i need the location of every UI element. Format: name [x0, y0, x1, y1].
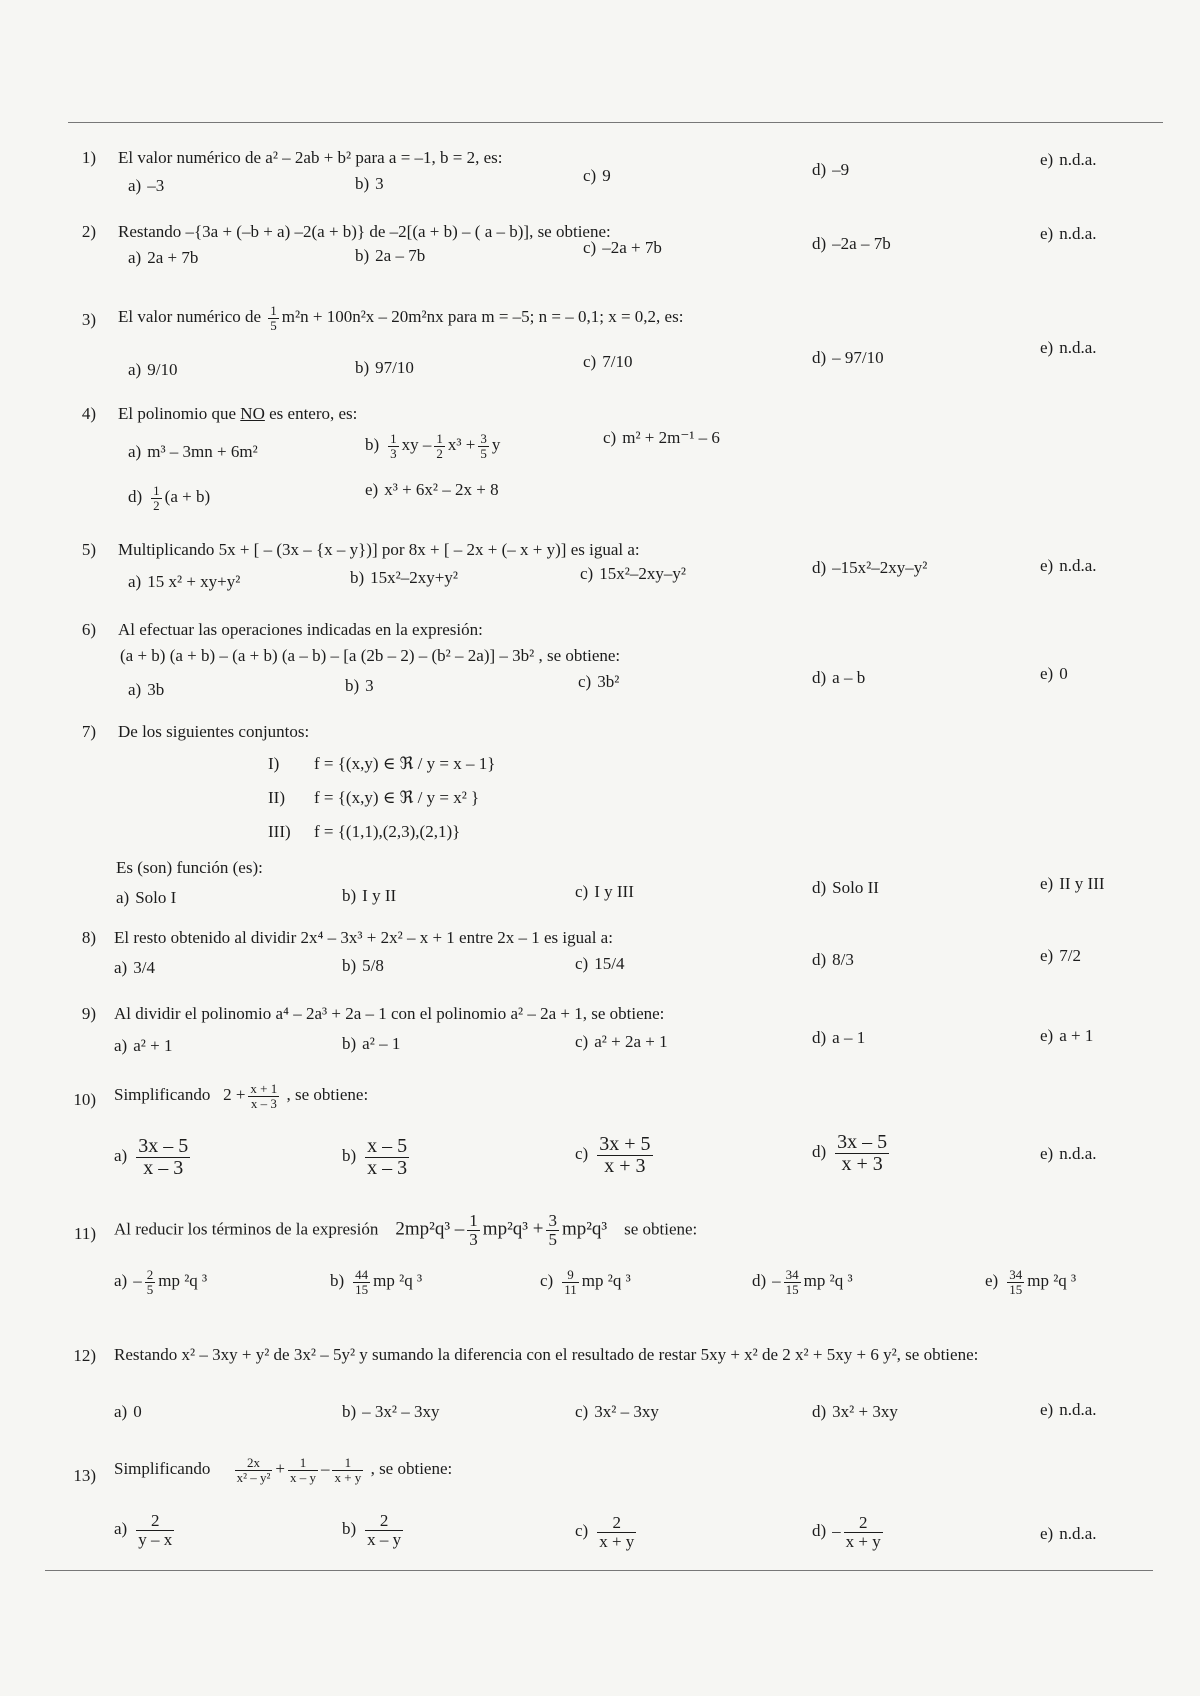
option-a: a) 3/4: [114, 958, 155, 977]
option-e: e) n.d.a.: [1040, 1524, 1097, 1543]
bottom-rule: [45, 1570, 1153, 1571]
set-3: III) f = {(1,1),(2,3),(2,1)}: [268, 822, 461, 841]
option-d: d) –2a – 7b: [812, 234, 891, 253]
question-number: 4): [81, 404, 96, 423]
option-a: a) 0: [114, 1402, 142, 1421]
option-b: b) I y II: [342, 886, 397, 905]
question-number: 13): [73, 1466, 96, 1485]
option-b: b) $\frac{1}{3}$ xy – $\frac{1}{2}$ x³ + $\frac{3}{5}$ y: [365, 431, 501, 461]
question-prompt: Al efectuar las operaciones indicadas en la expresión:: [118, 620, 483, 639]
option-e: e) n.d.a.: [1040, 224, 1097, 243]
question-prompt: El valor numérico de $\frac{1}{5}$ m²n + 100n²x – 20m²nx para m = –5; n = – 0,1; x = 0,2, es:: [118, 303, 684, 333]
option-b: b) 3: [355, 174, 384, 193]
option-d: d) 3x² + 3xy: [812, 1402, 898, 1421]
set-1: I) f = {(x,y) ∈ ℜ / y = x – 1}: [268, 754, 496, 773]
question-number: 6): [81, 620, 96, 639]
option-e: e) n.d.a.: [1040, 1400, 1097, 1419]
question-prompt: El polinomio que NO es entero, es:: [118, 404, 358, 423]
question-prompt: El valor numérico de a² – 2ab + b² para a = –1, b = 2, es:: [118, 148, 503, 167]
option-c: c) 7/10: [583, 352, 633, 371]
option-b: b) 15x²–2xy+y²: [350, 568, 458, 587]
option-d: d) a – 1: [812, 1028, 866, 1047]
option-a: a) a² + 1: [114, 1036, 173, 1055]
option-e: e) II y III: [1040, 874, 1105, 893]
option-e: e) a + 1: [1040, 1026, 1094, 1045]
question-prompt: Multiplicando 5x + [ – (3x – {x – y})] por 8x + [ – 2x + (– x + y)] es igual a:: [118, 540, 640, 559]
option-c: c) I y III: [575, 882, 634, 901]
option-e: e) x³ + 6x² – 2x + 8: [365, 480, 499, 499]
option-c: c) $\frac{2}{x + y}$: [575, 1513, 635, 1551]
option-a: a) 15 x² + xy+y²: [128, 572, 241, 591]
option-b: b) – 3x² – 3xy: [342, 1402, 440, 1421]
option-b: b) $\frac{x - 5}{x - 3}$: [342, 1135, 408, 1179]
option-b: b) 5/8: [342, 956, 384, 975]
set-2: II) f = {(x,y) ∈ ℜ / y = x² }: [268, 788, 480, 807]
question-prompt: Al reducir los términos de la expresión 2mp²q³ – $\frac{1}{3}$ mp²q³ + $\frac{3}{5}$ mp²q³ se obtiene:: [114, 1211, 698, 1249]
option-c: c) m² + 2m⁻¹ – 6: [603, 428, 720, 447]
option-d: d) – 97/10: [812, 348, 884, 367]
option-b: b) $\frac{44}{15}$ mp ²q ³: [330, 1267, 423, 1297]
option-e: e) 0: [1040, 664, 1068, 683]
option-c: c) a² + 2a + 1: [575, 1032, 668, 1051]
option-c: c) $\frac{9}{11}$ mp ²q ³: [540, 1267, 631, 1297]
option-c: c) 15/4: [575, 954, 625, 973]
option-d: d) – $\frac{2}{x + y}$: [812, 1513, 881, 1551]
fraction: $\frac{1}{5}$: [270, 303, 277, 333]
option-d: d) Solo II: [812, 878, 879, 897]
option-b: b) 3: [345, 676, 374, 695]
option-d: d) –15x²–2xy–y²: [812, 558, 928, 577]
question-prompt: El resto obtenido al dividir 2x⁴ – 3x³ + 2x² – x + 1 entre 2x – 1 es igual a:: [114, 928, 613, 947]
expression-line: (a + b) (a + b) – (a + b) (a – b) – [a (2b – 2) – (b² – 2a)] – 3b² , se obtiene:: [120, 646, 621, 665]
question-number: 10): [73, 1090, 96, 1109]
question-prompt: Al dividir el polinomio a⁴ – 2a³ + 2a – 1 con el polinomio a² – 2a + 1, se obtiene:: [114, 1004, 665, 1023]
option-d: d) –9: [812, 160, 850, 179]
option-a: a) 3b: [128, 680, 165, 699]
option-c: c) 9: [583, 166, 611, 185]
question-number: 3): [81, 310, 96, 329]
question-prompt: De los siguientes conjuntos:: [118, 722, 310, 741]
option-a: a) m³ – 3mn + 6m²: [128, 442, 258, 461]
option-c: c) 3b²: [578, 672, 620, 691]
option-b: b) 97/10: [355, 358, 414, 377]
option-e: e) n.d.a.: [1040, 556, 1097, 575]
question-number: 12): [73, 1346, 96, 1365]
question-number: 5): [81, 540, 96, 559]
question-number: 9): [81, 1004, 96, 1023]
option-b: b) 2a – 7b: [355, 246, 426, 265]
option-d: d) $\frac{3x - 5}{x + 3}$: [812, 1131, 888, 1175]
question-number: 11): [73, 1224, 96, 1243]
option-d: d) 8/3: [812, 950, 854, 969]
question-subprompt: Es (son) función (es):: [116, 858, 263, 877]
question-prompt: Restando x² – 3xy + y² de 3x² – 5y² y sumando la diferencia con el resultado de restar 5xy + x² de 2 x² + 5xy + 6 y², se obtiene:: [114, 1345, 979, 1364]
option-a: a) $\frac{3x - 5}{x - 3}$: [114, 1135, 189, 1179]
option-c: c) 15x²–2xy–y²: [580, 564, 686, 583]
option-a: a) –3: [128, 176, 165, 195]
option-c: c) –2a + 7b: [583, 238, 662, 257]
question-number: 7): [81, 722, 96, 741]
option-a: a) 9/10: [128, 360, 178, 379]
option-a: a) – $\frac{2}{5}$ mp ²q ³: [114, 1267, 208, 1297]
question-prompt: Simplificando 2 + $\frac{x + 1}{x - 3}$ , se obtiene:: [114, 1081, 369, 1111]
question-number: 8): [81, 928, 96, 947]
option-a: a) $\frac{2}{y - x}$: [114, 1511, 173, 1549]
option-d: d) a – b: [812, 668, 866, 687]
question-number: 1): [81, 148, 96, 167]
option-a: a) 2a + 7b: [128, 248, 199, 267]
option-d: d) – $\frac{34}{15}$ mp ²q ³: [752, 1267, 853, 1297]
option-e: e) $\frac{34}{15}$ mp ²q ³: [985, 1267, 1077, 1297]
question-prompt: Simplificando $\frac{2x}{\text{x² – y²}}$ + $\frac{1}{x - y}$ – $\frac{1}{x + y}$ , se obtiene:: [114, 1455, 453, 1485]
option-b: b) $\frac{2}{x - y}$: [342, 1511, 402, 1549]
option-e: e) 7/2: [1040, 946, 1081, 965]
question-prompt: Restando –{3a + (–b + a) –2(a + b)} de –2[(a + b) – ( a – b)], se obtiene:: [118, 222, 611, 241]
option-d: d) $\frac{1}{2}$ (a + b): [128, 483, 211, 513]
option-e: e) n.d.a.: [1040, 150, 1097, 169]
question-number: 2): [81, 222, 96, 241]
option-b: b) a² – 1: [342, 1034, 401, 1053]
option-c: c) $\frac{3x + 5}{x + 3}$: [575, 1133, 651, 1177]
top-rule: [68, 122, 1163, 123]
option-e: e) n.d.a.: [1040, 1144, 1097, 1163]
option-e: e) n.d.a.: [1040, 338, 1097, 357]
option-c: c) 3x² – 3xy: [575, 1402, 659, 1421]
option-a: a) Solo I: [116, 888, 177, 907]
